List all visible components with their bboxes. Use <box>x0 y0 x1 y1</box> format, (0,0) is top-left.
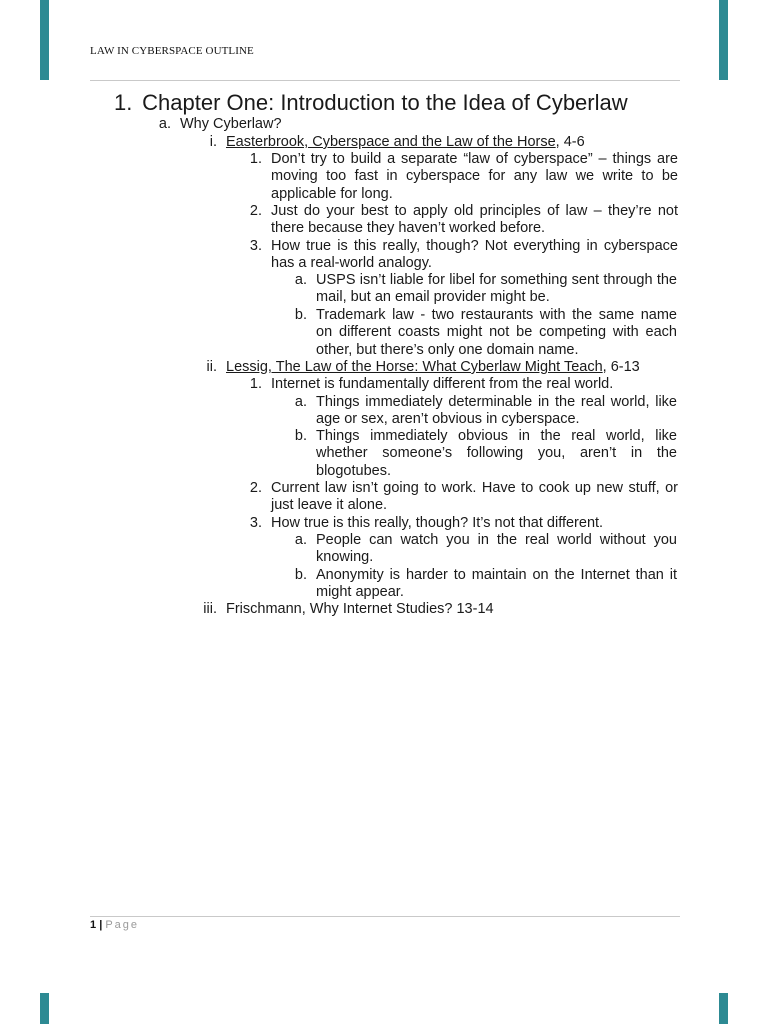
list-item <box>270 394 677 429</box>
list-marker: 1. <box>249 151 262 167</box>
footer-separator: | <box>99 919 103 931</box>
list-marker: a. <box>294 394 307 410</box>
list-item <box>225 238 678 273</box>
list-item-text: How true is this really, though? It’s not that different. <box>271 515 604 531</box>
list-item <box>270 272 677 307</box>
list-item-text: Don’t try to build a separate “law of cyberspace” – things are moving too fast in cyberspace for any law we write to be applicable for long. <box>271 151 678 202</box>
list-marker: i. <box>209 134 217 150</box>
list-marker: b. <box>294 428 307 444</box>
chapter-heading <box>114 90 628 116</box>
page-number: 1 <box>90 919 97 931</box>
footer-rule <box>90 916 680 917</box>
page-range: , 6-13 <box>602 359 640 375</box>
outline-item-ii <box>190 359 678 376</box>
list-marker: 2. <box>249 203 262 219</box>
list-item-text: Things immediately obvious in the real world, like whether someone’s following you, aren’t in the blogotubes. <box>316 428 677 479</box>
list-item-text: Frischmann, Why Internet Studies? 13-14 <box>226 601 494 617</box>
list-item-text: Just do your best to apply old principles of law – they’re not there because they haven’t worked before. <box>271 203 678 237</box>
list-item <box>270 428 677 480</box>
page-footer <box>90 919 139 931</box>
list-item-text: Anonymity is harder to maintain on the Internet than it might appear. <box>316 567 677 601</box>
page-label: Page <box>105 919 140 931</box>
outline-item-a <box>140 116 660 133</box>
list-marker: b. <box>294 567 307 583</box>
page-corner-bar <box>40 0 49 80</box>
list-item-text: People can watch you in the real world without you knowing. <box>316 532 677 566</box>
list-item <box>225 203 678 238</box>
list-item <box>225 376 678 393</box>
page-corner-bar <box>40 993 49 1024</box>
outline-item-i <box>190 134 678 151</box>
source-citation: Lessig, The Law of the Horse: What Cyberlaw Might Teach <box>226 359 603 375</box>
page-range: , 4-6 <box>555 134 585 150</box>
list-marker: a. <box>158 116 171 132</box>
list-marker: 3. <box>249 515 262 531</box>
list-item <box>225 480 678 515</box>
list-item-text: USPS isn’t liable for libel for something sent through the mail, but an email provider might be. <box>316 272 677 306</box>
list-item-text: Why Cyberlaw? <box>180 116 282 132</box>
list-item-text: Things immediately determinable in the real world, like age or sex, aren’t obvious in cyberspace. <box>316 394 677 428</box>
outline-item-iii <box>190 601 678 618</box>
list-item-text: How true is this really, though? Not everything in cyberspace has a real-world analogy. <box>271 238 678 272</box>
chapter-title: Chapter One: Introduction to the Idea of Cyberlaw <box>142 90 628 115</box>
chapter-number: 1. <box>114 90 133 115</box>
list-marker: a. <box>294 272 307 288</box>
list-marker: b. <box>294 307 307 323</box>
list-item <box>225 151 678 203</box>
page-corner-bar <box>719 993 728 1024</box>
list-marker: iii. <box>203 601 217 617</box>
list-item <box>270 307 677 359</box>
list-marker: 2. <box>249 480 262 496</box>
list-marker: 3. <box>249 238 262 254</box>
list-item-text: Trademark law - two restaurants with the same name on different coasts might not be competing with each other, but there’s only one domain name. <box>316 307 677 358</box>
list-marker: 1. <box>249 376 262 392</box>
list-item <box>270 532 677 567</box>
list-marker: a. <box>294 532 307 548</box>
list-item <box>270 567 677 602</box>
list-marker: ii. <box>206 359 217 375</box>
header-rule <box>90 80 680 81</box>
list-item-text: Current law isn’t going to work. Have to cook up new stuff, or just leave it alone. <box>271 480 678 514</box>
page-corner-bar <box>719 0 728 80</box>
source-citation: Easterbrook, Cyberspace and the Law of the Horse <box>226 134 556 150</box>
list-item-text: Internet is fundamentally different from the real world. <box>271 376 614 392</box>
running-header: LAW IN CYBERSPACE OUTLINE <box>90 45 254 57</box>
list-item <box>225 515 678 532</box>
